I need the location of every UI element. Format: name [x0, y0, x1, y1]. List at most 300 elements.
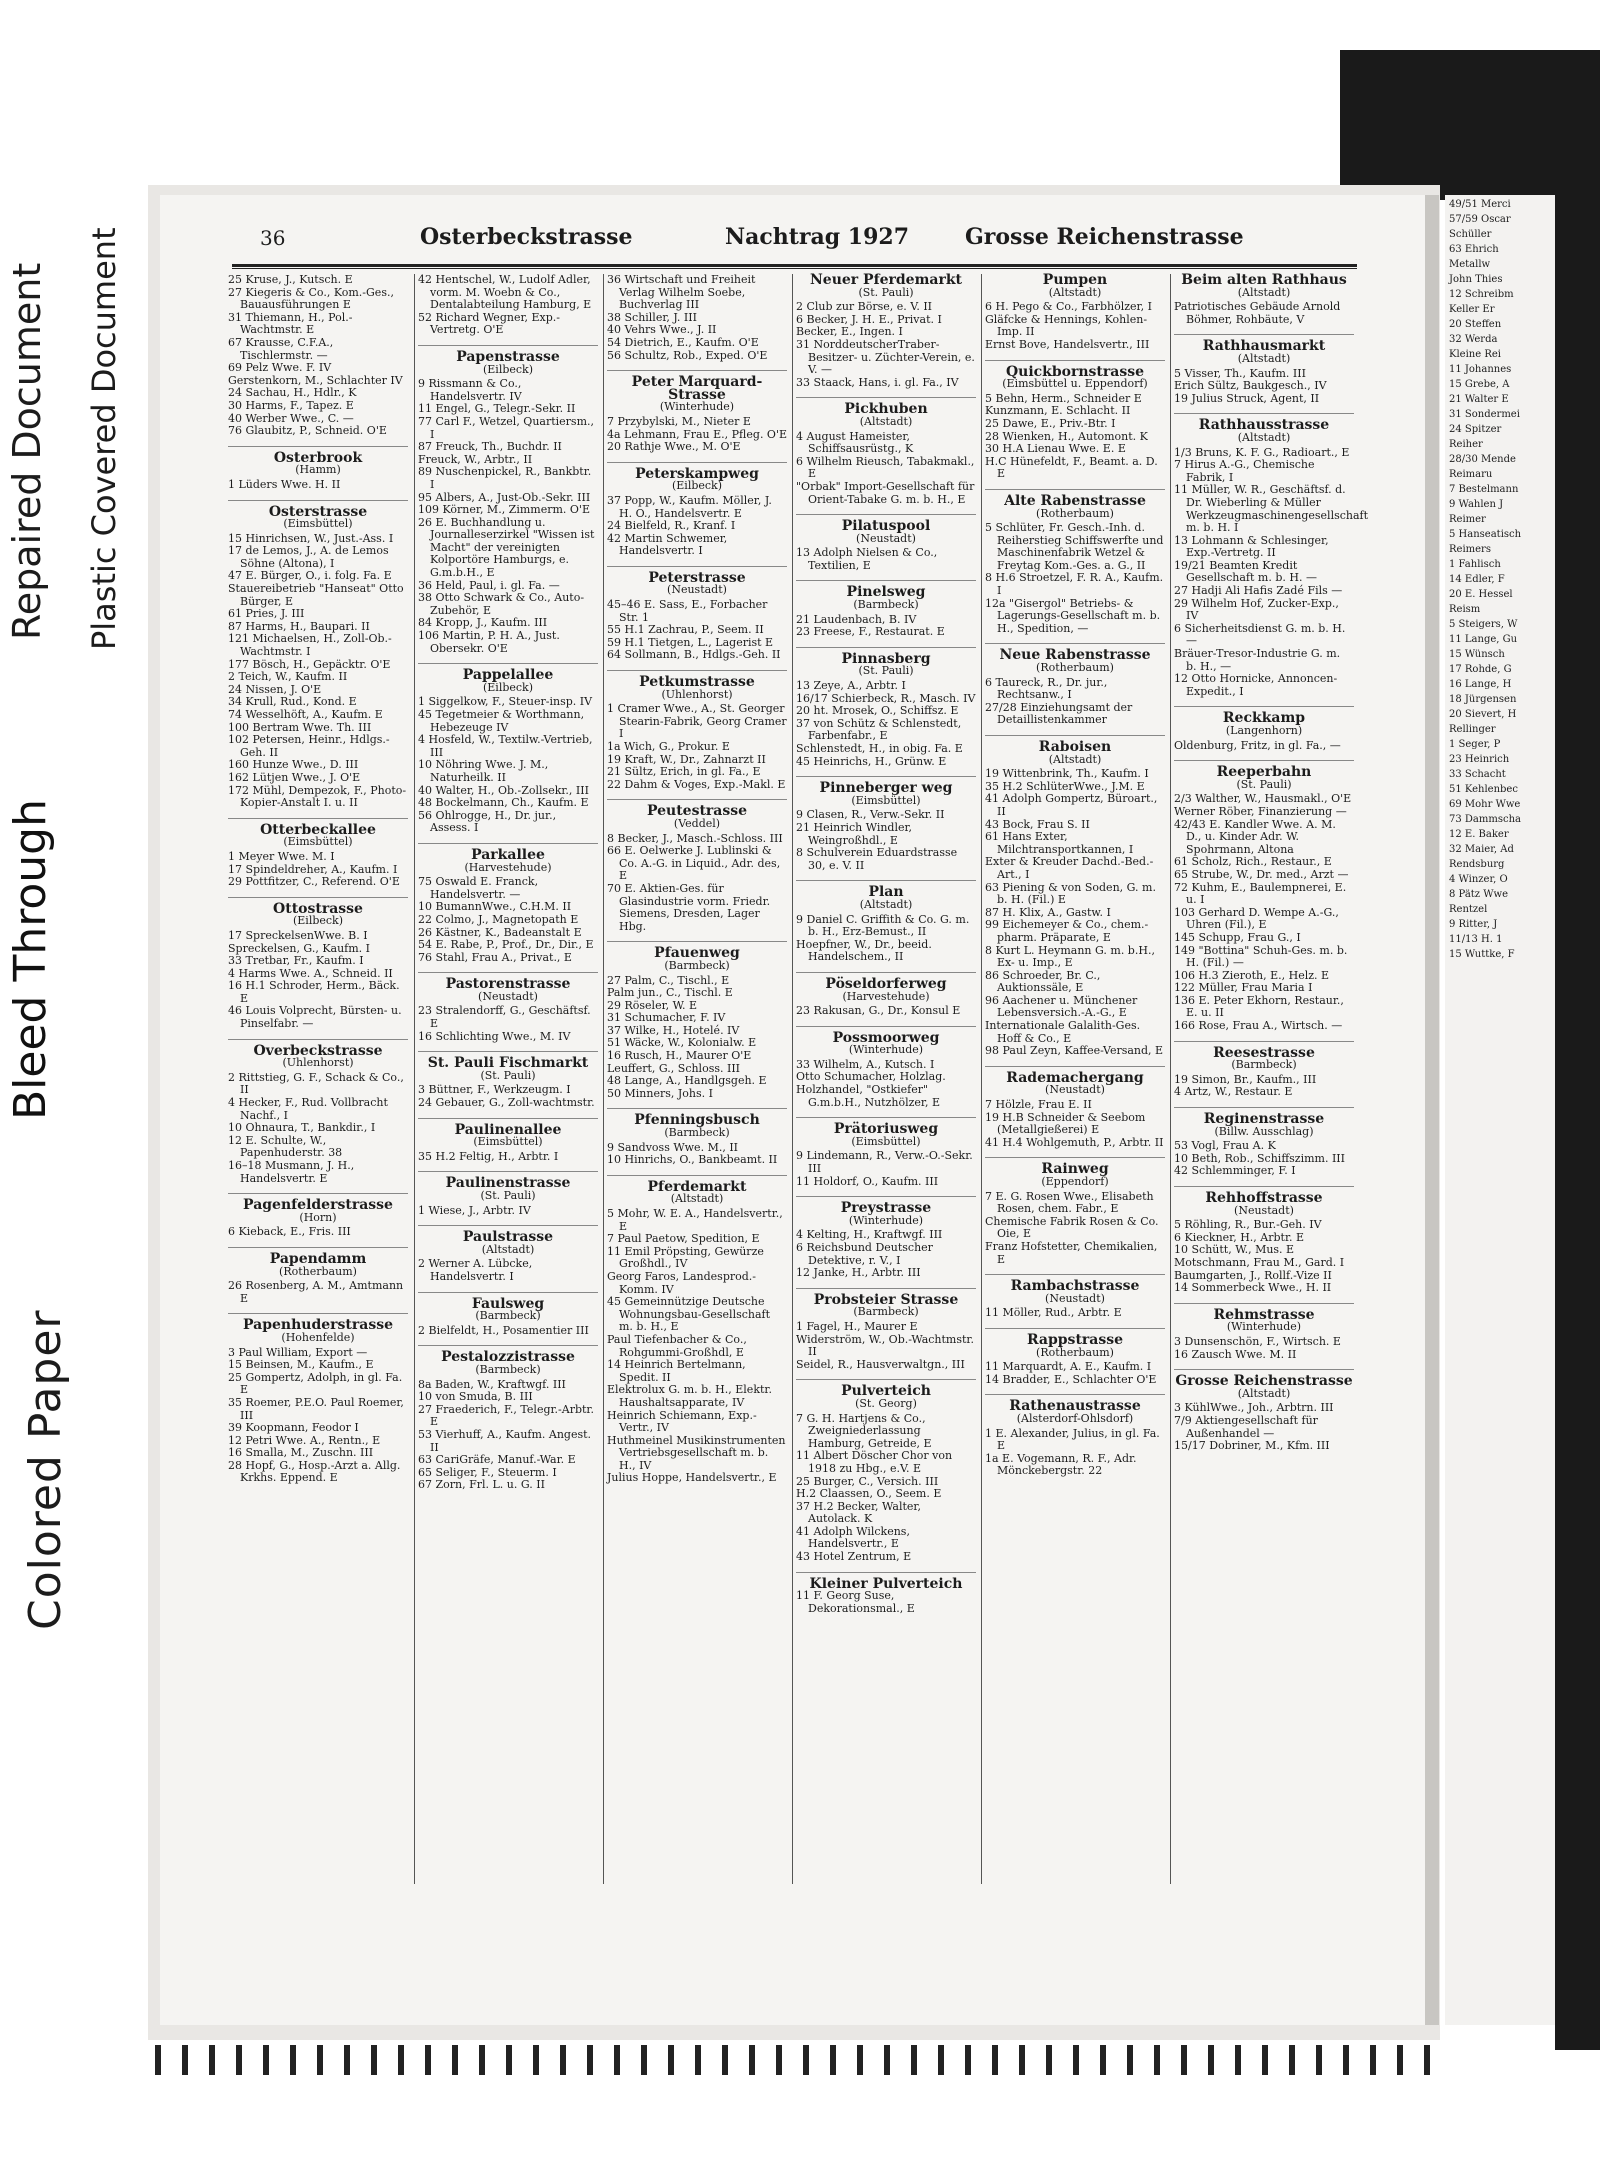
directory-entry: 103 Gerhard D. Wempe A.-G., Uhren (Fil.), E [1174, 905, 1339, 932]
street-district: (Eimsbüttel u. Eppendorf) [1002, 377, 1148, 391]
street-district: (Eilbeck) [482, 362, 534, 376]
next-page-entry-fragment: 4 Winzer, O [1449, 874, 1508, 885]
perforation-mark [398, 2045, 404, 2075]
directory-entry: 24 Nissen, J. O'E [228, 682, 322, 696]
directory-entry: 67 Zorn, Frl. L. u. G. II [418, 1478, 545, 1492]
directory-entry: Erich Sültz, Baukgesch., IV [1174, 379, 1327, 393]
street-heading: Rehhoffstrasse [1174, 1186, 1354, 1205]
directory-entry: 27 Fraederich, F., Telegr.-Arbtr. E [418, 1402, 594, 1429]
perforation-mark [533, 2045, 539, 2075]
directory-entry: 7 G. H. Hartjens & Co., Zweigniederlassung Hamburg, Getreide, E [796, 1411, 932, 1450]
column-divider [981, 274, 982, 1884]
directory-entry: 4 Hosfeld, W., Textilw.-Vertrieb, III [418, 733, 593, 759]
directory-entry: 14 Bradder, E., Schlachter O'E [985, 1372, 1157, 1386]
column-divider [603, 274, 604, 1884]
directory-entry: Motschmann, Frau M., Gard. I [1174, 1255, 1345, 1269]
directory-entry: Franz Hofstetter, Chemikalien, E [985, 1239, 1158, 1266]
street-heading: Pfenningsbusch [607, 1108, 787, 1127]
directory-entry: 27 Palm, C., Tischl., E [607, 973, 730, 987]
directory-entry: 21 Laudenbach, B. IV [796, 612, 917, 626]
perforation-mark [830, 2045, 836, 2075]
column-divider [1170, 274, 1171, 1884]
next-page-entry-fragment: Metallw [1449, 259, 1491, 270]
directory-entry: 33 Wilhelm, A., Kutsch. I [796, 1057, 935, 1071]
directory-entry: 89 Nuschenpickel, R., Bankbtr. I [418, 465, 592, 491]
next-page-entry-fragment: 73 Dammscha [1449, 814, 1521, 825]
directory-entry: 25 Burger, C., Versich. III [796, 1474, 939, 1488]
directory-entry: Huthmeinel Musikinstrumenten Vertriebsgesellschaft m. b. H., IV [607, 1433, 786, 1472]
directory-entry: 54 E. Rabe, P., Prof., Dr., Dir., E [418, 938, 594, 952]
directory-column-1 [228, 274, 408, 1894]
directory-entry: 19 Simon, Br., Kaufm., III [1174, 1072, 1317, 1086]
perforation-mark [695, 2045, 701, 2075]
street-district: (Altstadt) [670, 1192, 724, 1206]
directory-entry: 2 Club zur Börse, e. V. II [796, 300, 933, 314]
directory-entry: Schlenstedt, H., in obig. Fa. E [796, 742, 963, 755]
directory-entry: 50 Minners, Johs. I [607, 1086, 713, 1100]
perforation-mark [1019, 2045, 1025, 2075]
next-page-entry-fragment: 5 Hanseatisch [1449, 529, 1522, 540]
perforation-mark [587, 2045, 593, 2075]
directory-entry: 166 Rose, Frau A., Wirtsch. — [1174, 1019, 1343, 1033]
directory-entry: 7 Przybylski, M., Nieter E [607, 414, 751, 428]
perforation-mark [857, 2045, 863, 2075]
street-district: (Eimsbüttel) [473, 1135, 543, 1149]
street-heading: Grosse Reichenstrasse [1174, 1369, 1354, 1388]
perforation-mark [1208, 2045, 1214, 2075]
street-district: (Winterhude) [1226, 1320, 1302, 1334]
directory-entry: 10 Ohnaura, T., Bankdir., I [228, 1121, 376, 1135]
directory-entry: 65 Strube, W., Dr. med., Arzt — [1174, 867, 1349, 881]
directory-entry: 8 Schulverein Eduardstrasse 30, e. V. II [796, 846, 958, 872]
directory-entry: 17 Spindeldreher, A., Kaufm. I [228, 862, 398, 876]
directory-entry: 1a E. Vogemann, R. F., Adr. Mönckebergstr. 22 [985, 1451, 1137, 1478]
next-page-entry-fragment: Kleine Rei [1449, 349, 1501, 360]
next-page-entry-fragment: 5 Steigers, W [1449, 619, 1518, 630]
street-heading: Prätoriusweg [796, 1117, 976, 1136]
directory-entry: Leuffert, G., Schloss. III [607, 1061, 741, 1075]
street-heading: Alte Rabenstrasse [985, 489, 1165, 508]
directory-entry: 12 Petri Wwe. A., Rentn., E [228, 1433, 381, 1447]
next-page-entry-fragment: 20 Steffen [1449, 319, 1502, 330]
street-district: (Uhlenhorst) [282, 1056, 354, 1070]
directory-entry: 77 Carl F., Wetzel, Quartiersm., I [418, 414, 594, 441]
street-district: (Eilbeck) [671, 479, 723, 493]
directory-entry: 29 Röseler, W. E [607, 998, 698, 1012]
perforation-mark [344, 2045, 350, 2075]
directory-entry: 28 Hopf, G., Hosp.-Arzt a. Allg. Krkhs. Eppend. E [228, 1458, 401, 1485]
perforation-mark [1100, 2045, 1106, 2075]
street-district: (Altstadt) [859, 897, 913, 911]
directory-entry: 3 KühlWwe., Joh., Arbtrn. III [1174, 1401, 1334, 1415]
header-first-street: Osterbeckstrasse [420, 224, 633, 250]
directory-entry: Holzhandel, "Ostkiefer" G.m.b.H., Nutzhölzer, E [796, 1083, 940, 1109]
street-district: (St. Pauli) [480, 1189, 536, 1202]
directory-entry: Paul Tiefenbacher & Co., Rohgummi-Großhdl, E [607, 1332, 747, 1359]
directory-entry: 24 Bielfeld, R., Kranf. I [607, 519, 736, 533]
directory-entry: Gerstenkorn, M., Schlachter IV [228, 373, 403, 387]
street-heading: Pferdemarkt [607, 1175, 787, 1194]
next-page-entry-fragment: 8 Pätz Wwe [1449, 889, 1509, 900]
directory-entry: 122 Müller, Frau Maria I [1174, 981, 1313, 995]
perforation-mark [1154, 2045, 1160, 2075]
street-heading: Rainweg [985, 1157, 1165, 1176]
directory-entry: 22 Dahm & Voges, Exp.-Makl. E [607, 777, 786, 791]
directory-entry: 35 Roemer, P.E.O. Paul Roemer, III [228, 1395, 404, 1422]
directory-entry: 15 Hinrichsen, W., Just.-Ass. I [228, 531, 394, 545]
directory-entry: Becker, E., Ingen. I [796, 325, 903, 339]
directory-entry: 12 E. Schulte, W., Papenhuderstr. 38 [228, 1133, 343, 1160]
street-district: (Altstadt) [1237, 351, 1291, 365]
directory-entry: 1 Lüders Wwe. H. II [228, 477, 341, 491]
perforation-mark [425, 2045, 431, 2075]
next-page-entry-fragment: Schüller [1449, 229, 1492, 240]
column-divider [792, 274, 793, 1884]
street-heading: Plan [796, 880, 976, 899]
directory-entry: 6 Sicherheitsdienst G. m. b. H. — [1174, 621, 1346, 648]
directory-entry: 7 Hölzle, Frau E. II [985, 1098, 1092, 1112]
street-heading: Reginenstrasse [1174, 1107, 1354, 1126]
directory-entry: H.2 Claassen, O., Seem. E [796, 1487, 942, 1501]
directory-entry: Ernst Bove, Handelsvertr., III [985, 337, 1150, 351]
next-page-entry-fragment: 7 Bestelmann [1449, 484, 1519, 495]
directory-entry: 14 Sommerbeck Wwe., H. II [1174, 1281, 1332, 1295]
next-page-entry-fragment: Reiher [1449, 439, 1483, 450]
directory-entry: 11 Müller, W. R., Geschäftsf. d. Dr. Wieberling & Müller Werkzeugmaschinengesellschaft m. b. H. I [1174, 483, 1369, 535]
bleed-through-label: Bleed Through [5, 799, 56, 1120]
street-district: (Uhlenhorst) [661, 687, 733, 701]
perforation-mark [803, 2045, 809, 2075]
directory-entry: 35 H.2 Feltig, H., Arbtr. I [418, 1149, 559, 1163]
next-page-entry-fragment: 15 Wünsch [1449, 649, 1505, 660]
directory-entry: 47 E. Bürger, O., i. folg. Fa. E [228, 569, 392, 583]
perforation-mark [371, 2045, 377, 2075]
directory-entry: 37 von Schütz & Schlenstedt, Farbenfabr., E [796, 716, 962, 743]
directory-entry: 63 Piening & von Soden, G. m. b. H. (Fil.) E [985, 880, 1156, 907]
directory-entry: 45–46 E. Sass, E., Forbacher Str. 1 [607, 598, 768, 624]
perforation-mark [290, 2045, 296, 2075]
directory-entry: 12 Janke, H., Arbtr. III [796, 1266, 921, 1280]
street-district: (Winterhude) [848, 1043, 924, 1057]
directory-entry: 40 Walter, H., Ob.-Zollsekr., III [418, 783, 589, 797]
next-page-entry-fragment: Reimer [1449, 514, 1486, 525]
directory-entry: 2 Rittstieg, G. F., Schack & Co., II [228, 1070, 404, 1097]
directory-entry: Freuck, W., Arbtr., II [418, 452, 533, 466]
directory-entry: 177 Bösch, H., Gepäcktr. O'E [228, 657, 391, 671]
street-district: (Eilbeck) [292, 914, 344, 928]
next-page-entry-fragment: 32 Maier, Ad [1449, 844, 1514, 855]
street-heading: Pulverteich [796, 1379, 976, 1398]
directory-entry: 1 Fagel, H., Maurer E [796, 1319, 918, 1333]
street-district: (St. Pauli) [1236, 777, 1292, 791]
next-page-entry-fragment: 51 Kehlenbec [1449, 784, 1518, 795]
street-heading: Pestalozzistrasse [418, 1345, 598, 1364]
directory-entry: 1/3 Bruns, K. F. G., Radioart., E [1174, 445, 1350, 459]
perforation-mark [641, 2045, 647, 2075]
street-heading: Ottostrasse [228, 897, 408, 916]
directory-entry: 16–18 Musmann, J. H., Handelsvertr. E [228, 1159, 355, 1185]
directory-entry: 95 Albers, A., Just-Ob.-Sekr. III [418, 490, 591, 504]
street-district: (St. Pauli) [858, 664, 914, 678]
next-page-entry-fragment: 57/59 Oscar [1449, 214, 1511, 225]
scanner-border-top [1340, 50, 1600, 200]
directory-entry: 48 Lange, A., Handlgsgeh. E [607, 1074, 767, 1088]
directory-entry: 42 Schlemminger, F. I [1174, 1164, 1296, 1178]
directory-entry: 99 Eichemeyer & Co., chem.-pharm. Präparate, E [985, 918, 1149, 944]
street-heading: Rathhausstrasse [1174, 413, 1354, 432]
directory-entry: 2 Bielfeldt, H., Posamentier III [418, 1323, 589, 1337]
street-district: (Eppendorf) [1041, 1175, 1109, 1188]
street-district: (Rotherbaum) [279, 1264, 357, 1278]
directory-column-4 [796, 274, 976, 1894]
directory-entry: 100 Bertram Wwe. Th. III [228, 720, 372, 734]
street-district: (Eimsbüttel) [283, 835, 353, 849]
directory-entry: 6 H. Pego & Co., Farbhölzer, I [985, 300, 1152, 314]
street-district: (Neustadt) [478, 989, 538, 1003]
directory-entry: 4 Harms Wwe. A., Schneid. II [228, 966, 393, 980]
street-district: (Winterhude) [848, 1213, 924, 1227]
directory-entry: 76 Stahl, Frau A., Privat., E [418, 950, 572, 964]
street-heading: Rademachergang [985, 1066, 1165, 1085]
next-page-entry-fragment: 20 Sievert, H [1449, 709, 1517, 720]
directory-entry: Stauereibetrieb "Hanseat" Otto Bürger, E [228, 582, 404, 608]
street-district: (Eimsbüttel) [851, 793, 921, 807]
directory-entry: Palm jun., C., Tischl. E [607, 986, 733, 1000]
directory-entry: 63 CariGräfe, Manuf.-War. E [418, 1453, 576, 1467]
street-district: (Neustadt) [1234, 1203, 1294, 1217]
next-page-entry-fragment: 49/51 Merci [1449, 199, 1511, 210]
next-page-entry-fragment: 33 Schacht [1449, 769, 1506, 780]
directory-entry: 38 Schiller, J. III [607, 310, 697, 324]
directory-entry: 15 Beinsen, M., Kaufm., E [228, 1358, 374, 1372]
directory-entry: 9 Lindemann, R., Verw.-O.-Sekr. III [796, 1149, 973, 1176]
directory-entry: 24 Sachau, H., Hdlr., K [228, 386, 357, 400]
directory-entry: 16 H.1 Schroder, Herm., Bäck. E [228, 979, 400, 1005]
street-district: (Neustadt) [667, 583, 727, 597]
next-page-entry-fragment: 24 Spitzer [1449, 424, 1502, 435]
directory-entry: 16 Rusch, H., Maurer O'E [607, 1049, 752, 1063]
directory-entry: 45 Gemeinnützige Deutsche Wohnungsbau-Gesellschaft m. b. H., E [607, 1295, 771, 1334]
street-heading: Papenstrasse [418, 345, 598, 364]
directory-entry: 70 E. Aktien-Ges. für Glasindustrie vorm. Friedr. Siemens, Dresden, Lager Hbg. [607, 881, 771, 933]
perforation-mark [182, 2045, 188, 2075]
street-district: (Altstadt) [481, 1242, 535, 1256]
directory-entry: 67 Krausse, C.F.A., Tischlermstr. — [228, 335, 334, 362]
directory-entry: 6 Kieback, E., Fris. III [228, 1225, 351, 1239]
directory-entry: 10 BumannWwe., C.H.M. II [418, 900, 572, 914]
directory-entry: 6 Kieckner, H., Arbtr. E [1174, 1230, 1305, 1244]
directory-entry: 84 Kropp, J., Kaufm. III [418, 616, 548, 630]
street-heading: Papendamm [228, 1247, 408, 1266]
directory-entry: 16 Schlichting Wwe., M. IV [418, 1029, 571, 1043]
street-district: (Veddel) [673, 816, 721, 830]
directory-entry: 1a Wich, G., Prokur. E [607, 740, 730, 753]
film-perforation-strip [155, 2045, 1445, 2075]
street-district: (Neustadt) [856, 531, 916, 545]
directory-entry: 64 Sollmann, B., Hdlgs.-Geh. II [607, 648, 781, 662]
running-header [230, 220, 1360, 250]
plastic-covered-label: Plastic Covered Document [85, 227, 123, 650]
directory-entry: 19 H.B Schneider & Seebom (Metallgießerei) E [985, 1110, 1146, 1137]
directory-entry: 11 Holdorf, O., Kaufm. III [796, 1174, 939, 1188]
directory-entry: 61 Scholz, Rich., Restaur., E [1174, 855, 1332, 869]
street-heading: Rathhausmarkt [1174, 334, 1354, 353]
street-heading: Preystrasse [796, 1196, 976, 1215]
directory-entry: 11 Engel, G., Telegr.-Sekr. II [418, 402, 576, 416]
street-district: (Barmbeck) [664, 958, 730, 972]
directory-entry: 7 E. G. Rosen Wwe., Elisabeth Rosen, chem. Fabr., E [985, 1189, 1154, 1216]
directory-entry: 29 Wilhelm Hof, Zucker-Exp., IV [1174, 596, 1339, 623]
directory-entry: 29 Pottfitzer, C., Referend. O'E [228, 875, 400, 889]
street-district: (Alsterdorf-Ohlsdorf) [1016, 1411, 1134, 1425]
directory-entry: 23 Freese, F., Restaurat. E [796, 625, 945, 639]
directory-entry: 9 Rissmann & Co., Handelsvertr. IV [418, 377, 522, 403]
directory-entry: 31 NorddeutscherTraber-Besitzer- u. Züchter-Verein, e. V. — [796, 337, 975, 377]
directory-entry: 5 Behn, Herm., Schneider E [985, 391, 1142, 405]
directory-entry: 11 Möller, Rud., Arbtr. E [985, 1306, 1122, 1320]
perforation-mark [1370, 2045, 1376, 2075]
perforation-mark [965, 2045, 971, 2075]
street-heading: Reckkamp [1174, 706, 1354, 725]
street-district: (Barmbeck) [853, 1305, 919, 1319]
directory-entry: H.C Hünefeldt, F., Beamt. a. D. E [985, 454, 1158, 481]
next-page-entry-fragment: 28/30 Mende [1449, 454, 1516, 465]
perforation-mark [1073, 2045, 1079, 2075]
directory-entry: 65 Seliger, F., Steuerm. I [418, 1465, 557, 1479]
street-heading: Paulinenallee [418, 1118, 598, 1137]
directory-entry: 35 H.2 SchlüterWwe., J.M. E [985, 779, 1145, 793]
directory-entry: 53 Vogl, Frau A. K [1174, 1139, 1276, 1153]
directory-entry: 30 Harms, F., Tapez. E [228, 398, 354, 412]
street-district: (Billw. Ausschlag) [1214, 1124, 1314, 1138]
street-district: (Hohenfelde) [281, 1330, 355, 1344]
street-heading: Pilatuspool [796, 514, 976, 533]
directory-entry: 6 Reichsbund Deutscher Detektive, r. V., I [796, 1241, 933, 1267]
directory-entry: 21 Heinrich Windler, Weingroßhdl., E [796, 820, 913, 847]
next-page-entry-fragment: 16 Lange, H [1449, 679, 1512, 690]
scanner-border-right [1555, 200, 1600, 2050]
next-page-entry-fragment: 12 E. Baker [1449, 829, 1509, 840]
street-district: (Rotherbaum) [1036, 661, 1114, 675]
directory-entry: 16 Zausch Wwe. M. II [1174, 1347, 1297, 1361]
directory-entry: Patriotisches Gebäude Arnold Böhmer, Rohbäute, V [1174, 300, 1341, 326]
street-district: (Hamm) [295, 463, 341, 477]
street-district: (Harvestehude) [464, 860, 552, 874]
directory-entry: Exter & Kreuder Dachd.-Bed.-Art., I [985, 855, 1154, 881]
directory-entry: Spreckelsen, G., Kaufm. I [228, 941, 371, 955]
directory-entry: 36 Held, Paul, i. gl. Fa. — [418, 578, 560, 592]
street-district: (Altstadt) [1048, 752, 1102, 766]
street-heading: Pappelallee [418, 663, 598, 682]
directory-entry: 10 Hinrichs, O., Bankbeamt. II [607, 1153, 778, 1167]
street-district: (Eimsbüttel) [283, 517, 353, 531]
street-district: (St. Pauli) [480, 1068, 536, 1082]
directory-entry: Heinrich Schiemann, Exp.-Vertr., IV [607, 1408, 757, 1435]
next-page-entry-fragment: 9 Ritter, J [1449, 919, 1498, 930]
street-heading: Peterstrasse [607, 566, 787, 585]
street-heading: Pinelsweg [796, 580, 976, 599]
next-page-entry-fragment: 15 Grebe, A [1449, 379, 1510, 390]
directory-entry: 172 Mühl, Dempezok, F., Photo-Kopier-Anstalt I. u. II [228, 783, 407, 810]
directory-entry: 1 E. Alexander, Julius, in gl. Fa. E [985, 1426, 1160, 1453]
directory-entry: 40 Werber Wwe., C. — [228, 411, 354, 425]
street-heading: Otterbeckallee [228, 818, 408, 837]
street-heading: Paulinenstrasse [418, 1171, 598, 1190]
directory-entry: 6 Wilhelm Rieusch, Tabakmakl., E [796, 454, 975, 481]
directory-entry: 74 Wesselhöft, A., Kaufm. E [228, 708, 383, 721]
directory-entry: 27/28 Einziehungsamt der Detaillistenkammer [985, 700, 1133, 727]
directory-entry: 8 Kurt L. Heymann G. m. b.H., Ex- u. Imp., E [985, 943, 1155, 970]
street-heading: Pöseldorferweg [796, 972, 976, 991]
header-rule-thin [232, 268, 1357, 269]
perforation-mark [1127, 2045, 1133, 2075]
street-district: (Barmbeck) [475, 1309, 541, 1323]
directory-entry: Julius Hoppe, Handelsvertr., E [607, 1471, 777, 1485]
street-district: (Altstadt) [1237, 430, 1291, 444]
directory-entry: 52 Richard Wegner, Exp.-Vertretg. O'E [418, 310, 560, 337]
next-page-entry-fragment: Reimaru [1449, 469, 1493, 480]
perforation-mark [452, 2045, 458, 2075]
next-page-entry-fragment: 63 Ehrich [1449, 244, 1499, 255]
perforation-mark [506, 2045, 512, 2075]
perforation-mark [1046, 2045, 1052, 2075]
directory-entry: 9 Daniel C. Griffith & Co. G. m. b. H., Erz-Bemust., II [796, 912, 970, 939]
directory-entry: 39 Koopmann, Feodor I [228, 1421, 359, 1435]
directory-entry: Oldenburg, Fritz, in gl. Fa., — [1174, 738, 1341, 752]
next-page-entry-fragment: 23 Heinrich [1449, 754, 1510, 765]
directory-entry: Bräuer-Tresor-Industrie G. m. b. H., — [1174, 647, 1341, 673]
directory-entry: 42 Martin Schwemer, Handelsvertr. I [607, 531, 728, 558]
directory-entry: 98 Paul Zeyn, Kaffee-Versand, E [985, 1044, 1164, 1058]
next-page-entry-fragment: 1 Fahlisch [1449, 559, 1501, 570]
directory-entry: 86 Schroeder, Br. C., Auktionssäle, E [985, 968, 1101, 995]
next-page-entry-fragment: 11 Lange, Gu [1449, 634, 1518, 645]
street-heading: Pagenfelderstrasse [228, 1193, 408, 1212]
directory-entry: 2 Werner A. Lübcke, Handelsvertr. I [418, 1257, 533, 1283]
street-heading: Petkumstrasse [607, 670, 787, 689]
directory-entry: 37 Wilke, H., Hotelé. IV [607, 1023, 740, 1037]
directory-entry: 31 Schumacher, F. IV [607, 1011, 726, 1025]
directory-entry: 24 Gebauer, G., Zoll-wachtmstr. [418, 1096, 595, 1110]
perforation-mark [668, 2045, 674, 2075]
directory-entry: 34 Krull, Rud., Kond. E [228, 695, 357, 709]
street-heading: Possmoorweg [796, 1026, 976, 1045]
directory-entry: Werner Röber, Finanzierung — [1174, 804, 1347, 818]
directory-entry: 54 Dietrich, E., Kaufm. O'E [607, 335, 759, 349]
street-heading: Paulstrasse [418, 1225, 598, 1244]
perforation-mark [884, 2045, 890, 2075]
directory-entry: 9 Clasen, R., Verw.-Sekr. II [796, 808, 945, 822]
header-last-street: Grosse Reichenstrasse [965, 224, 1244, 250]
perforation-mark [155, 2045, 161, 2075]
perforation-mark [479, 2045, 485, 2075]
directory-entry: 4 Kelting, H., Kraftwgf. III [796, 1228, 943, 1242]
directory-entry: Otto Schumacher, Holzlag. [796, 1070, 946, 1084]
directory-entry: 149 "Bottina" Schuh-Ges. m. b. H. (Fil.) — [1174, 943, 1348, 970]
directory-entry: 13 Zeye, A., Arbtr. I [796, 679, 906, 693]
directory-entry: 61 Pries, J. III [228, 607, 305, 621]
directory-entry: 121 Michaelsen, H., Zoll-Ob.-Wachtmstr. I [228, 632, 392, 659]
directory-entry: 4 Hecker, F., Rud. Vollbracht Nachf., I [228, 1096, 388, 1122]
next-page-entry-fragment: 11/13 H. 1 [1449, 934, 1503, 945]
directory-entry: Widerström, W., Ob.-Wachtmstr. II [796, 1332, 974, 1359]
directory-entry: 8 H.6 Stroetzel, F. R. A., Kaufm. I [985, 571, 1164, 598]
street-heading: Faulsweg [418, 1292, 598, 1311]
next-page-edge [1445, 195, 1555, 2025]
directory-entry: 26 Rosenberg, A. M., Amtmann E [228, 1279, 404, 1305]
directory-entry: 20 Rathje Wwe., M. O'E [607, 440, 741, 454]
directory-entry: 59 H.1 Tietgen, L., Lagerist E [607, 635, 774, 649]
